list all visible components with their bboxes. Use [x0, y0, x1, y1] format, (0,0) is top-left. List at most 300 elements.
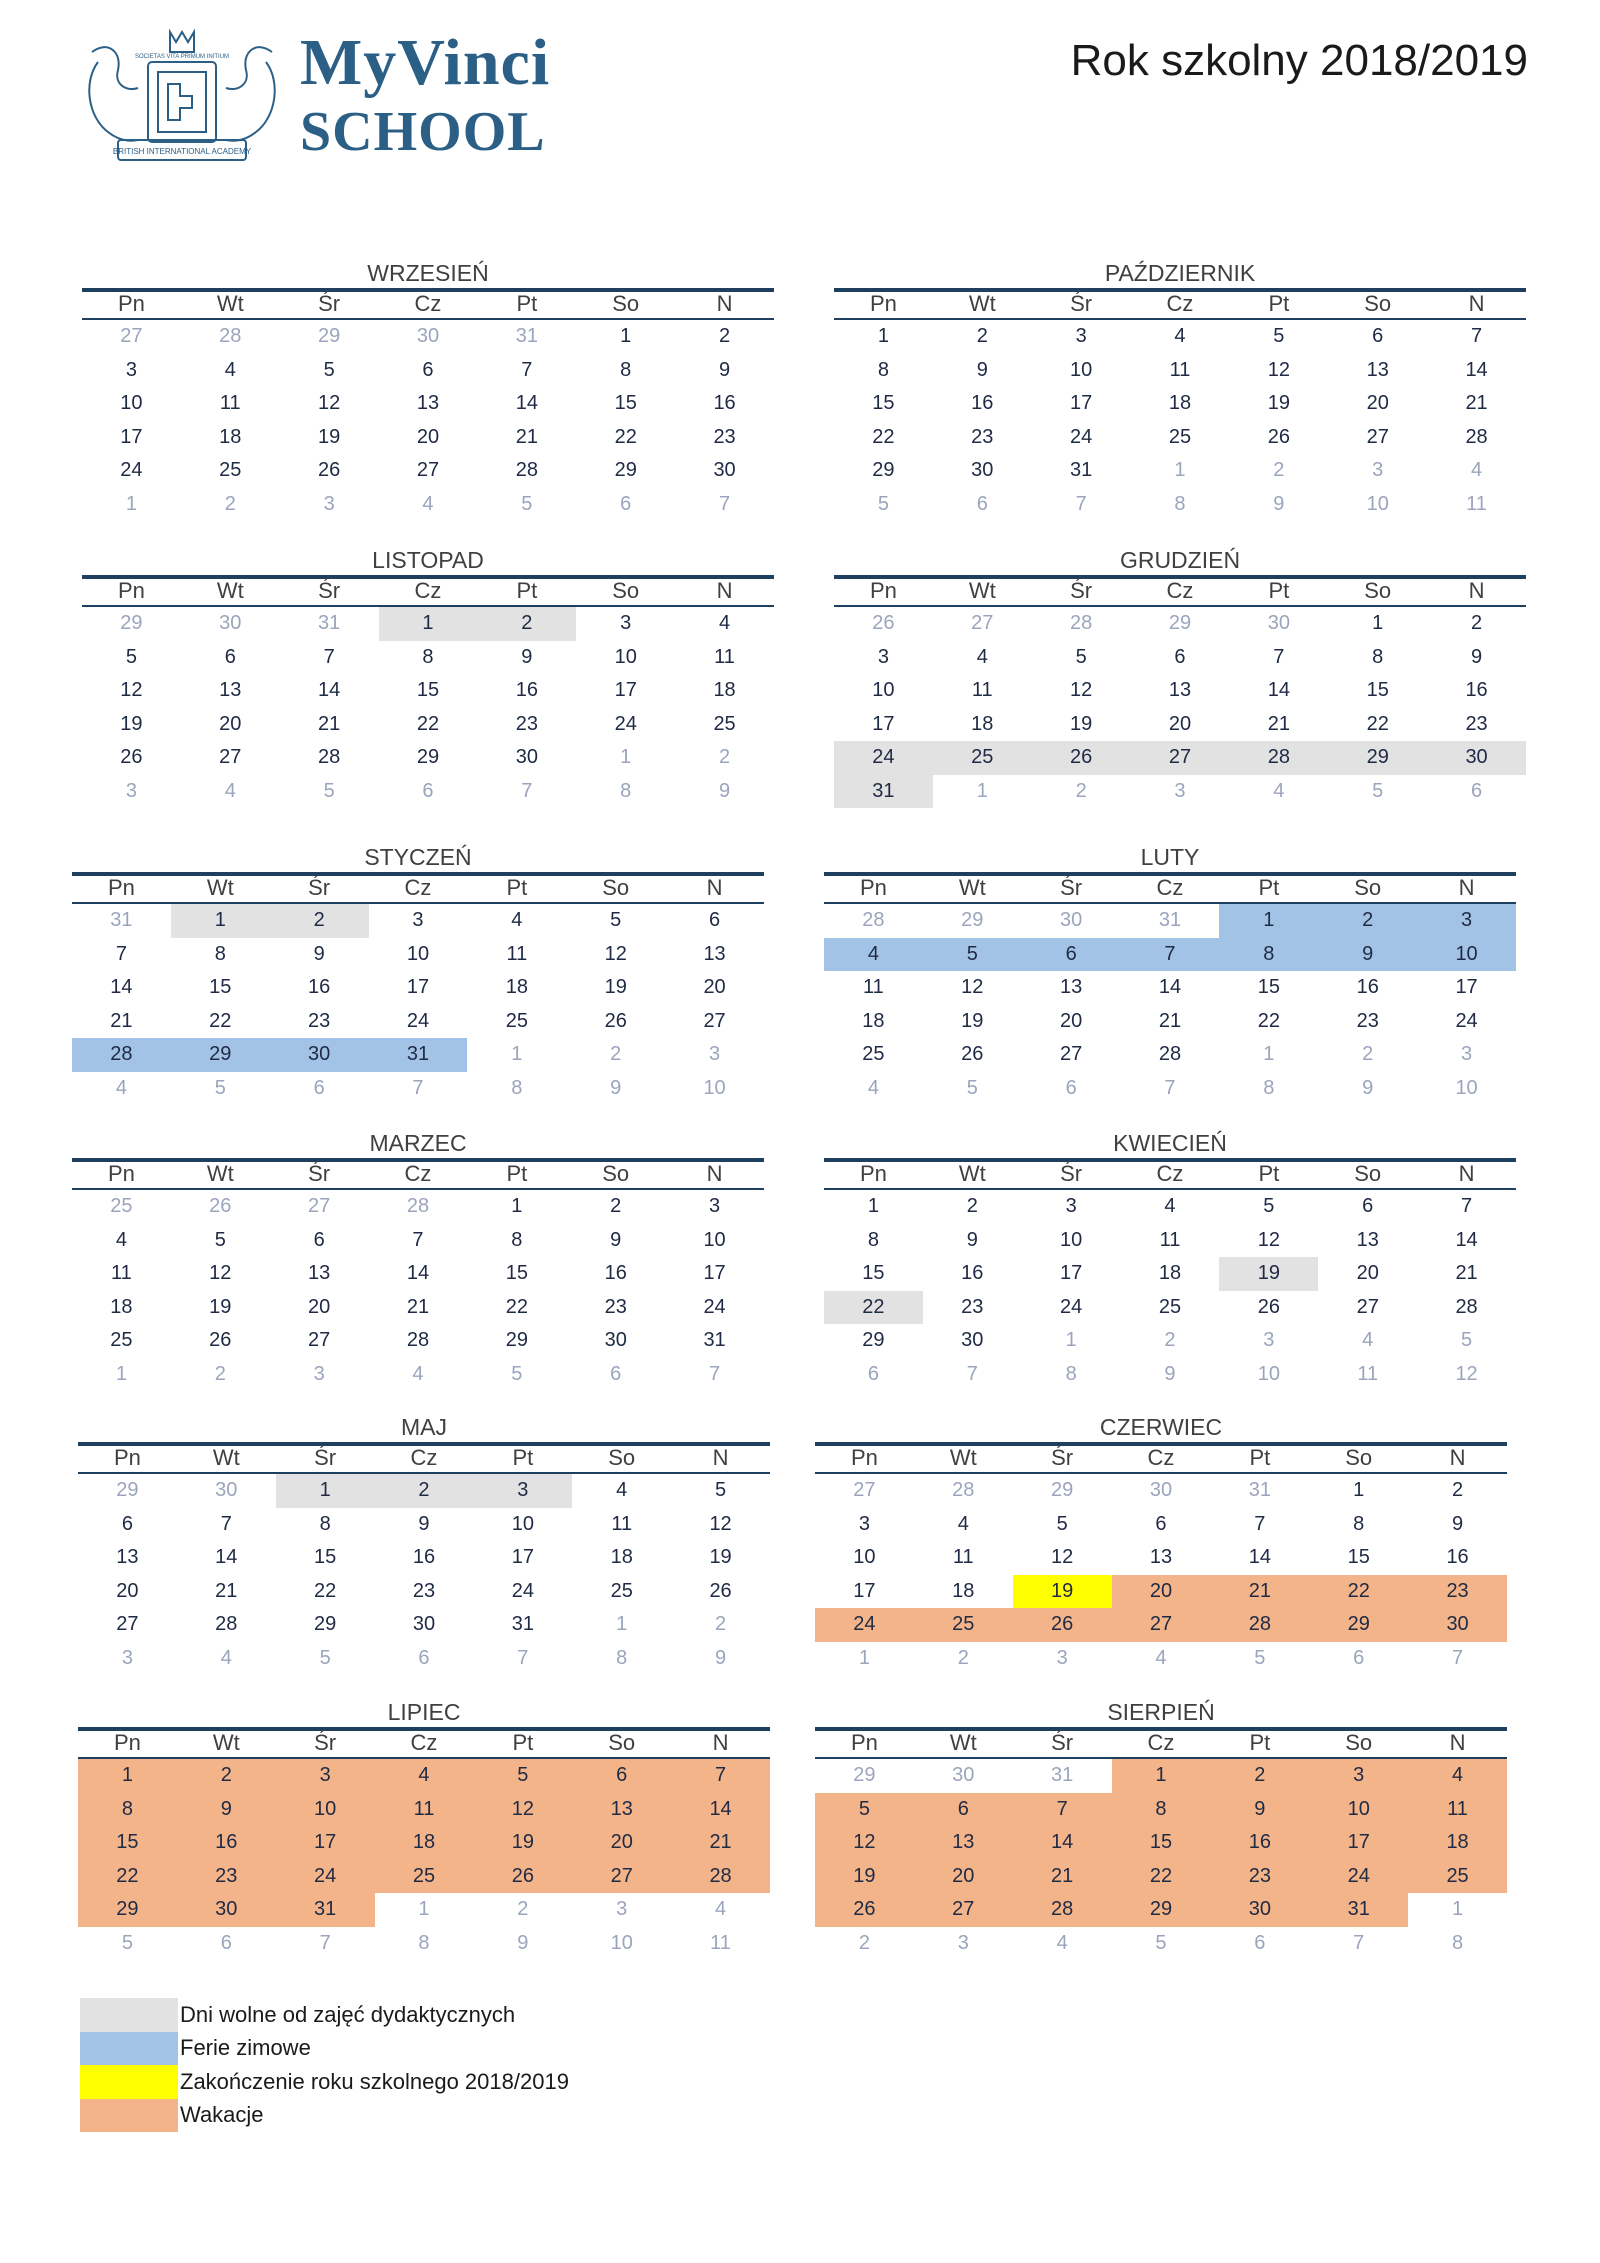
day-cell: 19	[209, 1295, 232, 1318]
day-cell: 16	[961, 1262, 984, 1284]
day-cell: 27	[703, 1009, 726, 1032]
day-cell-other-month: 5	[877, 492, 889, 515]
day-cell: 13	[1356, 1228, 1379, 1251]
day-cell: 21	[1210, 1575, 1309, 1609]
weekday-header: Wt	[216, 291, 244, 316]
day-cell-other-month: 3	[1461, 1043, 1473, 1065]
day-cell-other-month: 9	[1273, 492, 1285, 515]
weekday-header: Pt	[506, 1161, 528, 1186]
day-cell: 20	[1112, 1575, 1211, 1609]
day-cell: 13	[1060, 976, 1083, 998]
day-cell: 29	[505, 1329, 528, 1351]
day-cell: 20	[914, 1860, 1013, 1894]
day-cell-other-month: 9	[1362, 1076, 1374, 1099]
day-cell-other-month: 6	[220, 1931, 232, 1954]
day-cell: 30	[412, 1613, 436, 1635]
day-cell: 9	[1471, 645, 1483, 668]
day-cell-other-month: 28	[406, 1195, 430, 1217]
day-cell-other-month: 27	[308, 1195, 331, 1217]
day-cell: 25	[862, 1043, 885, 1065]
day-cell: 22	[872, 425, 895, 448]
day-cell-other-month: 4	[1155, 1646, 1167, 1669]
day-cell: 4	[115, 1228, 127, 1251]
day-cell: 9	[313, 942, 325, 965]
weekday-header: Cz	[1166, 578, 1194, 603]
weekday-header: So	[608, 1445, 636, 1470]
day-cell: 4	[224, 358, 236, 381]
day-cell-other-month: 5	[521, 492, 533, 515]
day-cell: 1	[276, 1474, 375, 1508]
day-cell: 30	[177, 1893, 276, 1927]
day-cell-other-month: 2	[715, 1613, 727, 1635]
day-cell: 22	[505, 1295, 528, 1318]
day-cell: 12	[1051, 1546, 1074, 1568]
day-cell-other-month: 27	[971, 612, 994, 634]
day-cell: 29	[171, 1038, 270, 1072]
day-cell: 29	[1328, 741, 1427, 775]
day-cell: 23	[515, 712, 538, 735]
day-cell: 14	[671, 1793, 770, 1827]
day-cell: 21	[1267, 712, 1290, 735]
day-cell: 16	[713, 392, 736, 414]
month-grid	[824, 872, 1516, 1105]
month-3	[82, 545, 774, 808]
weekday-header: N	[1449, 1445, 1466, 1470]
day-cell: 3	[620, 612, 632, 634]
day-cell: 19	[1013, 1575, 1112, 1609]
day-cell-other-month: 30	[1149, 1479, 1173, 1501]
legend-swatch	[80, 1998, 178, 2032]
day-cell: 30	[604, 1329, 627, 1351]
day-cell-other-month: 12	[1455, 1362, 1478, 1385]
day-cell: 2	[719, 325, 731, 347]
day-cell: 7	[1461, 1195, 1473, 1217]
weekday-header: Wt	[212, 1445, 240, 1470]
month-grid	[82, 288, 774, 521]
day-cell: 19	[318, 425, 341, 448]
day-cell: 25	[610, 1579, 633, 1602]
day-cell: 10	[853, 1546, 876, 1568]
day-cell: 13	[1149, 1546, 1173, 1568]
day-cell: 5	[610, 909, 622, 931]
day-cell-other-month: 2	[858, 1931, 870, 1954]
day-cell-other-month: 31	[1051, 1764, 1074, 1786]
day-cell: 15	[1257, 976, 1280, 998]
month-grid	[82, 575, 774, 808]
day-cell: 5	[214, 1228, 226, 1251]
day-cell: 27	[1112, 1608, 1211, 1642]
day-cell: 15	[862, 1262, 885, 1284]
day-cell: 11	[375, 1793, 474, 1827]
day-cell-other-month: 7	[319, 1931, 331, 1954]
day-cell: 2	[477, 607, 576, 641]
day-cell: 4	[957, 1512, 969, 1535]
day-cell: 13	[914, 1826, 1013, 1860]
day-cell: 17	[703, 1262, 726, 1284]
day-cell-other-month: 9	[715, 1646, 727, 1669]
day-cell-other-month: 3	[957, 1931, 969, 1954]
day-cell: 2	[270, 904, 369, 938]
legend-item-wakacje	[80, 2099, 569, 2133]
day-cell: 13	[572, 1793, 671, 1827]
day-cell: 24	[614, 712, 637, 735]
day-cell: 9	[177, 1793, 276, 1827]
day-cell: 27	[308, 1329, 331, 1351]
day-cell-other-month: 29	[1051, 1479, 1074, 1501]
day-cell: 31	[1309, 1893, 1408, 1927]
day-cell: 25	[375, 1860, 474, 1894]
day-cell-other-month: 9	[610, 1076, 622, 1099]
day-cell: 6	[422, 358, 434, 381]
day-cell: 21	[671, 1826, 770, 1860]
day-cell-other-month: 4	[412, 1362, 424, 1385]
day-cell: 30	[713, 459, 736, 481]
day-cell: 2	[375, 1474, 474, 1508]
day-cell: 4	[719, 612, 731, 634]
day-cell: 13	[703, 942, 726, 965]
day-cell: 13	[1366, 358, 1389, 381]
day-cell: 26	[1013, 1608, 1112, 1642]
legend-item-wolne	[80, 1998, 569, 2032]
day-cell-other-month: 8	[1263, 1076, 1275, 1099]
day-cell: 20	[219, 712, 242, 735]
day-cell: 11	[863, 976, 884, 998]
day-cell: 9	[521, 645, 533, 668]
weekday-header: Pn	[859, 1161, 887, 1186]
day-cell: 19	[1070, 712, 1093, 735]
day-cell: 4	[375, 1759, 474, 1793]
day-cell: 6	[1174, 645, 1186, 668]
legend-swatch	[80, 2032, 178, 2066]
day-cell: 29	[614, 459, 637, 481]
day-cell-other-month: 4	[715, 1898, 727, 1920]
day-cell: 27	[116, 1613, 139, 1635]
day-cell: 25	[219, 459, 242, 481]
month-title: LIPIEC	[78, 1697, 770, 1727]
day-cell: 6	[1372, 325, 1384, 347]
day-cell-other-month: 1	[115, 1362, 127, 1385]
weekday-header: Pn	[859, 875, 887, 900]
day-cell: 19	[120, 712, 143, 735]
day-cell: 4	[1174, 325, 1186, 347]
day-cell: 27	[1356, 1295, 1379, 1318]
weekday-header: Wt	[968, 291, 996, 316]
day-cell-other-month: 2	[610, 1043, 622, 1065]
month-title: STYCZEŃ	[72, 842, 764, 872]
day-cell-other-month: 8	[418, 1931, 430, 1954]
day-cell-other-month: 5	[1372, 779, 1384, 802]
day-cell: 11	[1169, 358, 1191, 381]
day-cell: 28	[515, 459, 538, 481]
weekday-header: Cz	[410, 1445, 438, 1470]
day-cell: 9	[719, 358, 731, 381]
day-cell: 15	[416, 679, 440, 701]
weekday-header: So	[612, 578, 640, 603]
weekday-header: Pn	[869, 291, 897, 316]
day-cell: 3	[709, 1195, 721, 1217]
day-cell-other-month: 3	[125, 779, 137, 802]
day-cell: 26	[209, 1329, 232, 1351]
day-cell: 22	[209, 1009, 232, 1032]
month-grid	[72, 872, 764, 1105]
day-cell: 26	[709, 1579, 732, 1602]
day-cell: 23	[971, 425, 994, 448]
day-cell: 7	[1121, 938, 1220, 972]
day-cell-other-month: 7	[517, 1646, 529, 1669]
weekday-header: Pt	[512, 1445, 534, 1470]
weekday-header: Pt	[1249, 1730, 1271, 1755]
day-cell: 17	[1060, 1262, 1083, 1284]
day-cell: 18	[110, 1295, 133, 1318]
day-cell: 28	[1158, 1043, 1182, 1065]
day-cell-other-month: 1	[1263, 1043, 1275, 1065]
day-cell-other-month: 7	[1164, 1076, 1176, 1099]
crest-icon	[78, 22, 286, 167]
day-cell-other-month: 5	[1254, 1646, 1266, 1669]
day-cell: 28	[1465, 425, 1488, 448]
day-cell-other-month: 5	[214, 1076, 226, 1099]
month-7	[72, 1128, 764, 1391]
day-cell: 7	[1471, 325, 1483, 347]
day-cell: 22	[824, 1291, 923, 1325]
day-cell-other-month: 2	[1164, 1329, 1176, 1351]
day-cell: 2	[1471, 612, 1483, 634]
month-title: LISTOPAD	[82, 545, 774, 575]
day-cell: 24	[703, 1295, 726, 1318]
day-cell-other-month: 1	[620, 746, 632, 768]
weekday-header: Śr	[308, 875, 331, 900]
day-cell: 7	[323, 645, 335, 668]
day-cell-other-month: 3	[1372, 459, 1384, 481]
day-cell: 2	[1318, 904, 1417, 938]
day-cell: 8	[620, 358, 632, 381]
weekday-header: Cz	[404, 875, 432, 900]
day-cell: 3	[1417, 904, 1516, 938]
weekday-header: Śr	[308, 1161, 331, 1186]
day-cell: 23	[1210, 1860, 1309, 1894]
month-5	[72, 842, 764, 1105]
legend-label: Ferie zimowe	[180, 2035, 311, 2061]
legend-label: Zakończenie roku szkolnego 2018/2019	[180, 2068, 569, 2094]
day-cell: 20	[1366, 392, 1389, 414]
day-cell: 12	[1267, 358, 1290, 381]
weekday-header: Śr	[1070, 578, 1093, 603]
day-cell-other-month: 3	[121, 1646, 133, 1669]
legend-item-koniec	[80, 2065, 569, 2099]
day-cell: 4	[824, 938, 923, 972]
day-cell-other-month: 2	[214, 1362, 226, 1385]
day-cell: 9	[1452, 1512, 1464, 1535]
month-grid	[72, 1158, 764, 1391]
day-cell: 16	[1356, 976, 1379, 998]
day-cell-other-month: 10	[1257, 1362, 1280, 1385]
day-cell: 14	[110, 976, 133, 998]
day-cell: 14	[515, 392, 538, 414]
day-cell-other-month: 6	[610, 1362, 622, 1385]
day-cell: 15	[1112, 1826, 1211, 1860]
day-cell: 20	[572, 1826, 671, 1860]
day-cell: 16	[412, 1546, 436, 1568]
day-cell-other-month: 31	[1158, 909, 1182, 931]
day-cell-other-month: 31	[318, 612, 341, 634]
day-cell: 3	[1065, 1195, 1077, 1217]
weekday-header: Cz	[1156, 1161, 1184, 1186]
day-cell: 17	[872, 712, 895, 735]
day-cell: 7	[412, 1228, 424, 1251]
day-cell: 17	[1309, 1826, 1408, 1860]
day-cell: 29	[1112, 1893, 1211, 1927]
day-cell-other-month: 4	[220, 1646, 232, 1669]
day-cell: 17	[1455, 976, 1478, 998]
day-cell-other-month: 5	[1461, 1329, 1473, 1351]
day-cell: 5	[473, 1759, 572, 1793]
day-cell: 9	[418, 1512, 430, 1535]
day-cell: 5	[815, 1793, 914, 1827]
day-cell: 18	[505, 976, 528, 998]
day-cell: 18	[713, 679, 736, 701]
day-cell: 12	[815, 1826, 914, 1860]
day-cell: 5	[323, 358, 335, 381]
weekday-header: Pt	[516, 578, 538, 603]
day-cell-other-month: 9	[1164, 1362, 1176, 1385]
day-cell: 2	[610, 1195, 622, 1217]
day-cell: 7	[1273, 645, 1285, 668]
day-cell: 30	[1210, 1893, 1309, 1927]
day-cell: 23	[1356, 1009, 1379, 1032]
day-cell-other-month: 4	[1362, 1329, 1374, 1351]
legend-label: Dni wolne od zajęć dydaktycznych	[180, 2001, 516, 2027]
day-cell-other-month: 30	[952, 1764, 975, 1786]
day-cell: 3	[473, 1474, 572, 1508]
day-cell: 24	[511, 1579, 534, 1602]
day-cell-other-month: 25	[110, 1195, 133, 1217]
day-cell: 1	[78, 1759, 177, 1793]
month-title: GRUDZIEŃ	[834, 545, 1526, 575]
day-cell: 31	[703, 1329, 726, 1351]
day-cell: 25	[1408, 1860, 1507, 1894]
day-cell: 14	[318, 679, 341, 701]
day-cell-other-month: 10	[703, 1076, 726, 1099]
weekday-header: Wt	[206, 1161, 234, 1186]
weekday-header: Pt	[506, 875, 528, 900]
day-cell: 19	[709, 1546, 732, 1568]
day-cell: 17	[614, 679, 637, 701]
day-cell-other-month: 4	[867, 1076, 879, 1099]
month-title: MARZEC	[72, 1128, 764, 1158]
day-cell-other-month: 1	[125, 492, 137, 515]
day-cell: 1	[1112, 1759, 1211, 1793]
weekday-header: Cz	[404, 1161, 432, 1186]
day-cell: 8	[511, 1228, 523, 1251]
day-cell: 10	[120, 392, 143, 414]
month-11	[78, 1697, 770, 1960]
day-cell: 9	[976, 358, 988, 381]
day-cell: 18	[1158, 1262, 1182, 1284]
day-cell: 8	[867, 1228, 879, 1251]
weekday-header: Wt	[949, 1445, 977, 1470]
day-cell-other-month: 1	[511, 1043, 523, 1065]
weekday-header: Śr	[1060, 875, 1083, 900]
day-cell: 23	[308, 1009, 331, 1032]
day-cell-other-month: 31	[1248, 1479, 1271, 1501]
day-cell: 14	[1013, 1826, 1112, 1860]
day-cell: 19	[604, 976, 627, 998]
day-cell: 22	[416, 712, 440, 735]
month-8	[824, 1128, 1516, 1391]
weekday-header: Pn	[107, 875, 135, 900]
day-cell: 11	[1408, 1793, 1507, 1827]
weekday-header: Pn	[113, 1730, 141, 1755]
weekday-header: Śr	[314, 1730, 337, 1755]
weekday-header: So	[1345, 1730, 1373, 1755]
day-cell: 18	[971, 712, 994, 735]
day-cell: 25	[933, 741, 1032, 775]
weekday-header: N	[1449, 1730, 1466, 1755]
day-cell: 5	[1263, 1195, 1275, 1217]
day-cell-other-month: 29	[961, 909, 984, 931]
day-cell: 24	[834, 741, 933, 775]
day-cell: 7	[1254, 1512, 1266, 1535]
day-cell: 2	[177, 1759, 276, 1793]
day-cell: 20	[308, 1295, 331, 1318]
weekday-header: So	[1354, 875, 1382, 900]
day-cell-other-month: 3	[1174, 779, 1186, 802]
day-cell: 28	[406, 1329, 430, 1351]
day-cell: 29	[314, 1613, 337, 1635]
day-cell: 1	[379, 607, 478, 641]
day-cell-other-month: 6	[1471, 779, 1483, 802]
day-cell: 23	[961, 1295, 984, 1318]
day-cell: 9	[966, 1228, 978, 1251]
day-cell-other-month: 5	[511, 1362, 523, 1385]
day-cell: 11	[111, 1262, 132, 1284]
day-cell: 5	[1056, 1512, 1068, 1535]
weekday-header: Cz	[1147, 1730, 1175, 1755]
weekday-header: Wt	[958, 1161, 986, 1186]
day-cell: 30	[1427, 741, 1526, 775]
day-cell: 27	[1366, 425, 1389, 448]
day-cell-other-month: 6	[1353, 1646, 1365, 1669]
day-cell: 4	[1164, 1195, 1176, 1217]
weekday-header: Cz	[410, 1730, 438, 1755]
day-cell: 6	[224, 645, 236, 668]
day-cell: 28	[1229, 741, 1328, 775]
school-logo[interactable]	[78, 20, 598, 170]
day-cell-other-month: 4	[115, 1076, 127, 1099]
day-cell: 22	[1257, 1009, 1280, 1032]
day-cell: 14	[1267, 679, 1290, 701]
day-cell-other-month: 3	[1056, 1646, 1068, 1669]
day-cell: 22	[314, 1579, 337, 1602]
day-cell-other-month: 30	[215, 1479, 238, 1501]
day-cell: 23	[177, 1860, 276, 1894]
month-title: WRZESIEŃ	[82, 258, 774, 288]
day-cell: 9	[610, 1228, 622, 1251]
weekday-header: Pt	[1268, 578, 1290, 603]
day-cell: 11	[506, 942, 528, 965]
weekday-header: Śr	[318, 291, 341, 316]
day-cell: 5	[1075, 645, 1087, 668]
day-cell: 15	[314, 1546, 337, 1568]
day-cell: 29	[872, 459, 895, 481]
day-cell: 17	[853, 1579, 876, 1602]
day-cell: 26	[1267, 425, 1290, 448]
day-cell: 12	[709, 1512, 732, 1535]
day-cell: 12	[1257, 1228, 1280, 1251]
day-cell: 27	[572, 1860, 671, 1894]
day-cell-other-month: 1	[1065, 1329, 1077, 1351]
legend	[80, 1998, 569, 2132]
